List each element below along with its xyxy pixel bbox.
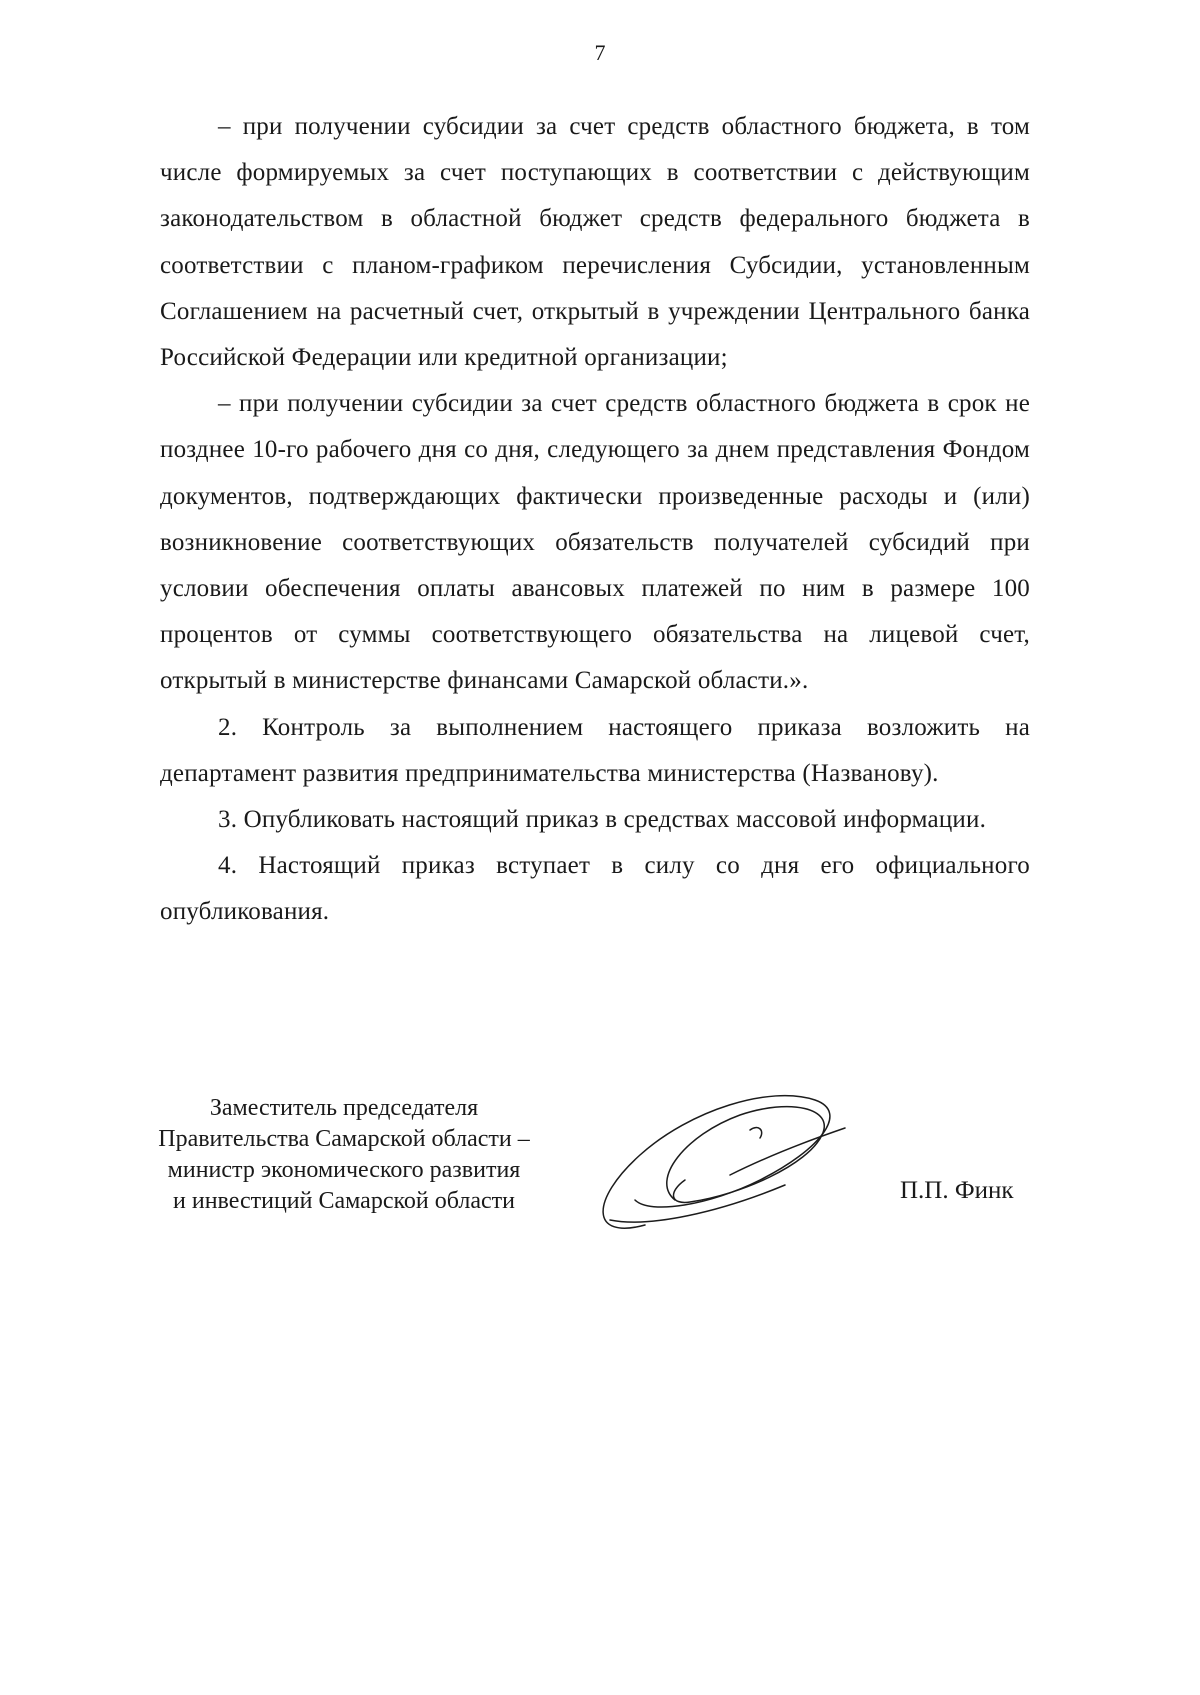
paragraph-control: 2. Контроль за выполнением настоящего приказа возложить на департамент развития предпринимательства министерства (Названову). [160,713,1030,787]
paragraph-subsidy-federal: – при получении субсидии за счет средств областного бюджета, в том числе формируемых за счет поступающих в соответствии с действующим законодательством в областной бюджет средств федерального бюджета в соответствии с планом-графиком перечисления Субсидии, установленным Соглашением на расчетный счет, открытый в учреждении Центрального банка Российской Федерации или кредитной организации; [160,113,1030,372]
signer-title [118,1093,570,1217]
document-body [160,104,1030,936]
page-number: 7 [594,40,606,65]
signer-title-line: министр экономического развития [167,1157,521,1183]
signer-name: П.П. Финк [900,1177,1014,1204]
signer-title-line: Правительства Самарской области – [158,1126,530,1152]
handwritten-signature [590,1080,860,1240]
signer-title-line: Заместитель председателя [209,1095,479,1121]
signer-title-line: и инвестиций Самарской области [173,1188,515,1214]
paragraph-effective: 4. Настоящий приказ вступает в силу со дня его официального опубликования. [160,852,1030,926]
paragraph-publish: 3. Опубликовать настоящий приказ в средствах массовой информации. [218,806,987,834]
paragraph-subsidy-regional: – при получении субсидии за счет средств областного бюджета в срок не позднее 10-го рабочего дня со дня, следующего за днем представления Фондом документов, подтверждающих фактически произведенные расходы и (или) возникновение соответствующих обязательств получателей субсидий при условии обеспечения оплаты авансовых платежей по ним в размере 100 процентов от суммы соответствующего обязательства на лицевой счет, открытый в министерстве финансами Самарской области.». [160,390,1030,695]
